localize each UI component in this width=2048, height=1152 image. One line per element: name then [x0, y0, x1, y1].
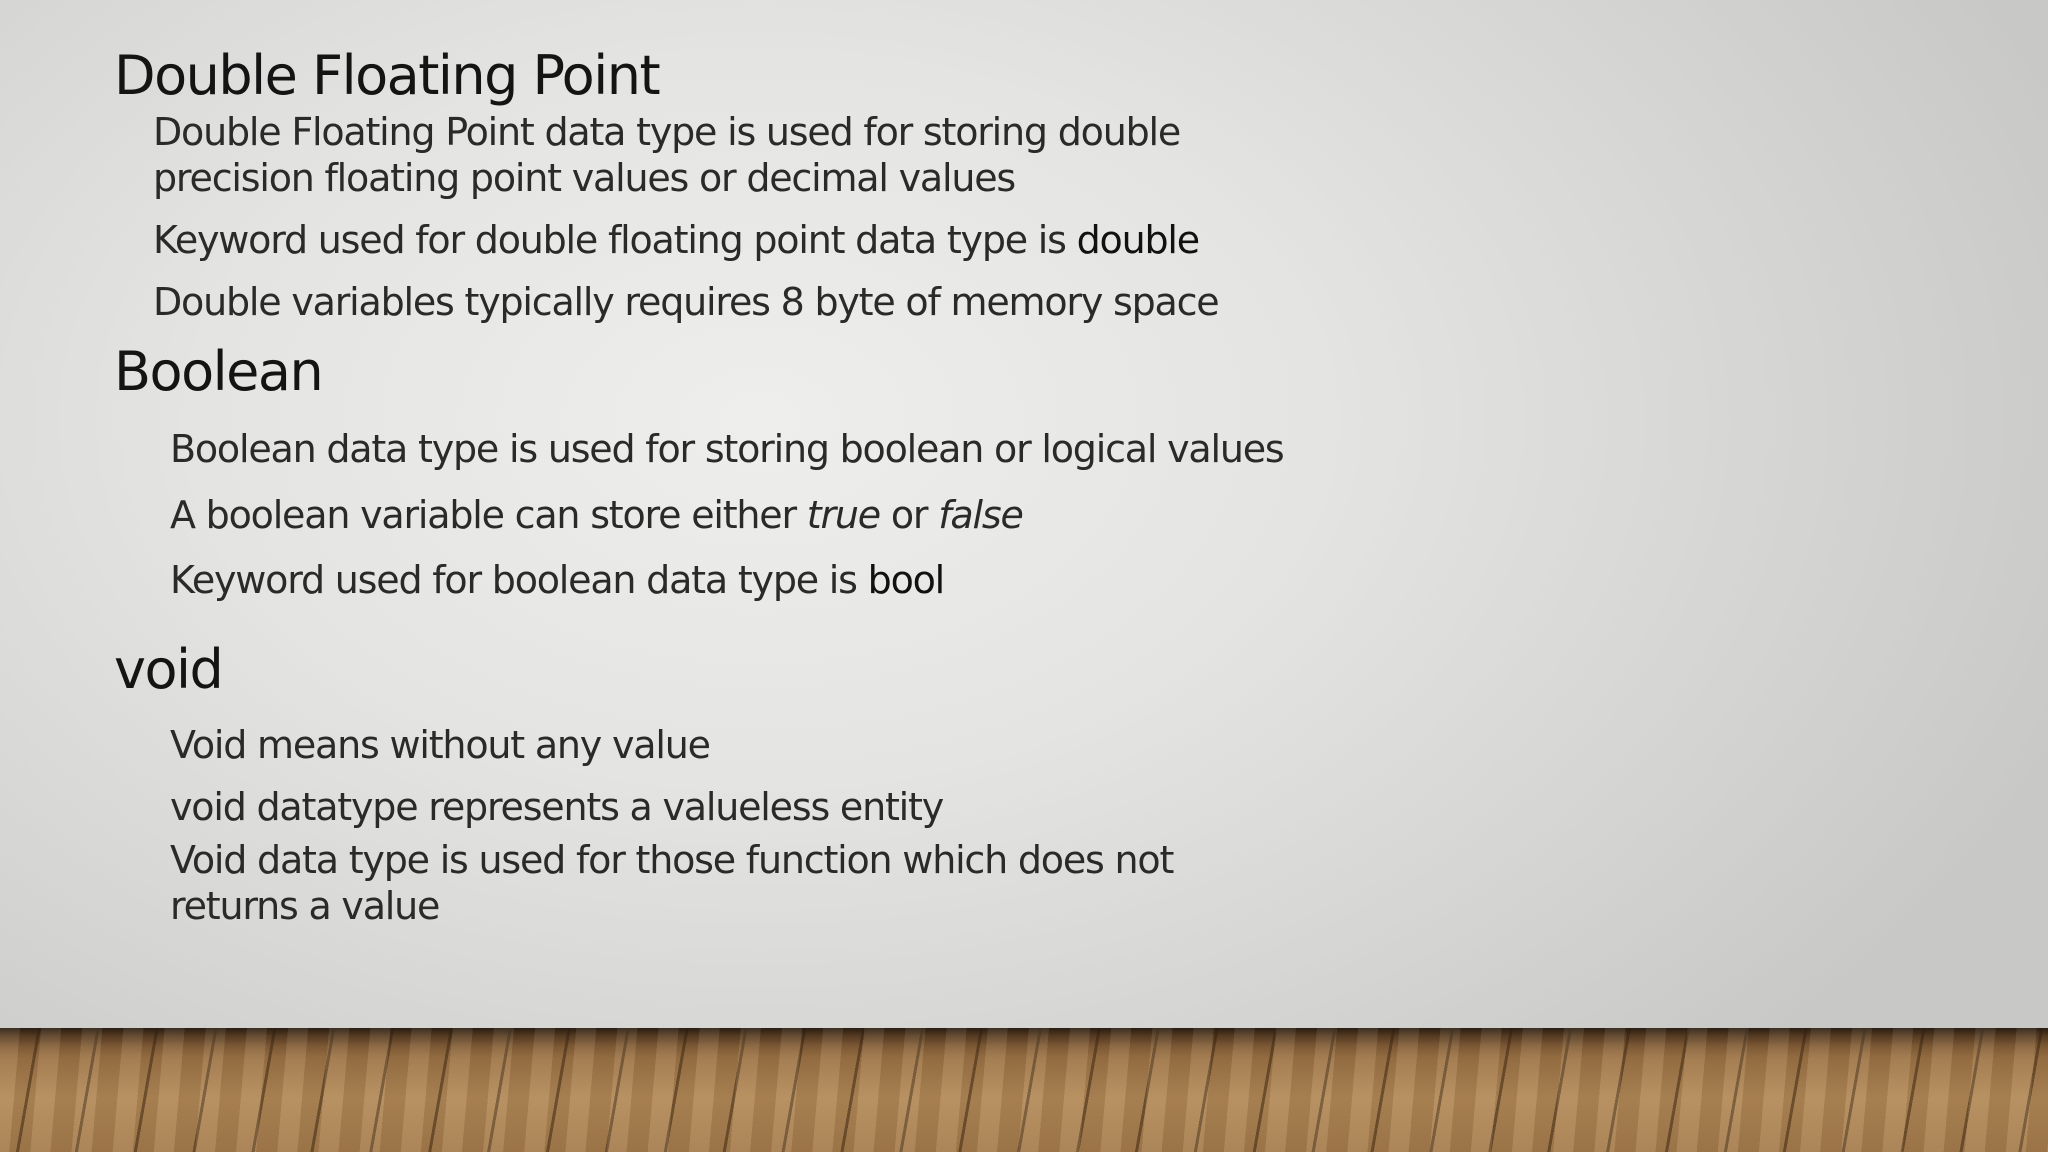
keyword-double: double — [1076, 218, 1199, 262]
bullet-boolean-purpose: Boolean data type is used for storing boolean or logical values — [170, 427, 1284, 471]
bullet-double-keyword — [153, 217, 1199, 263]
bullet-boolean-values-or: or — [879, 493, 939, 537]
bullet-double-purpose-line2: precision floating point values or decimal values — [153, 156, 1016, 200]
bullet-double-memory: Double variables typically requires 8 byte of memory space — [153, 280, 1219, 324]
bullet-double-purpose — [153, 109, 1180, 201]
keyword-bool: bool — [867, 558, 945, 602]
bullet-void-usage — [170, 837, 1173, 929]
bullet-double-keyword-text: Keyword used for double floating point data type is — [153, 218, 1077, 262]
bullet-boolean-values — [170, 492, 1023, 538]
bullet-void-usage-line1: Void data type is used for those function which does not — [170, 838, 1174, 882]
section-title-double: Double Floating Point — [114, 44, 660, 107]
section-title-void: void — [114, 638, 223, 701]
value-true: true — [806, 493, 880, 537]
bullet-void-meaning: Void means without any value — [170, 723, 710, 767]
bullet-void-usage-line2: returns a value — [170, 884, 440, 928]
bullet-void-datatype: void datatype represents a valueless entity — [170, 785, 944, 829]
bullet-double-purpose-line1: Double Floating Point data type is used for storing double — [153, 110, 1181, 154]
bullet-boolean-keyword-text: Keyword used for boolean data type is — [170, 558, 868, 602]
section-title-boolean: Boolean — [114, 340, 323, 403]
wooden-floor-decoration — [0, 1028, 2048, 1152]
bullet-boolean-keyword — [170, 557, 944, 603]
bullet-boolean-values-text: A boolean variable can store either — [170, 493, 807, 537]
value-false: false — [938, 493, 1023, 537]
